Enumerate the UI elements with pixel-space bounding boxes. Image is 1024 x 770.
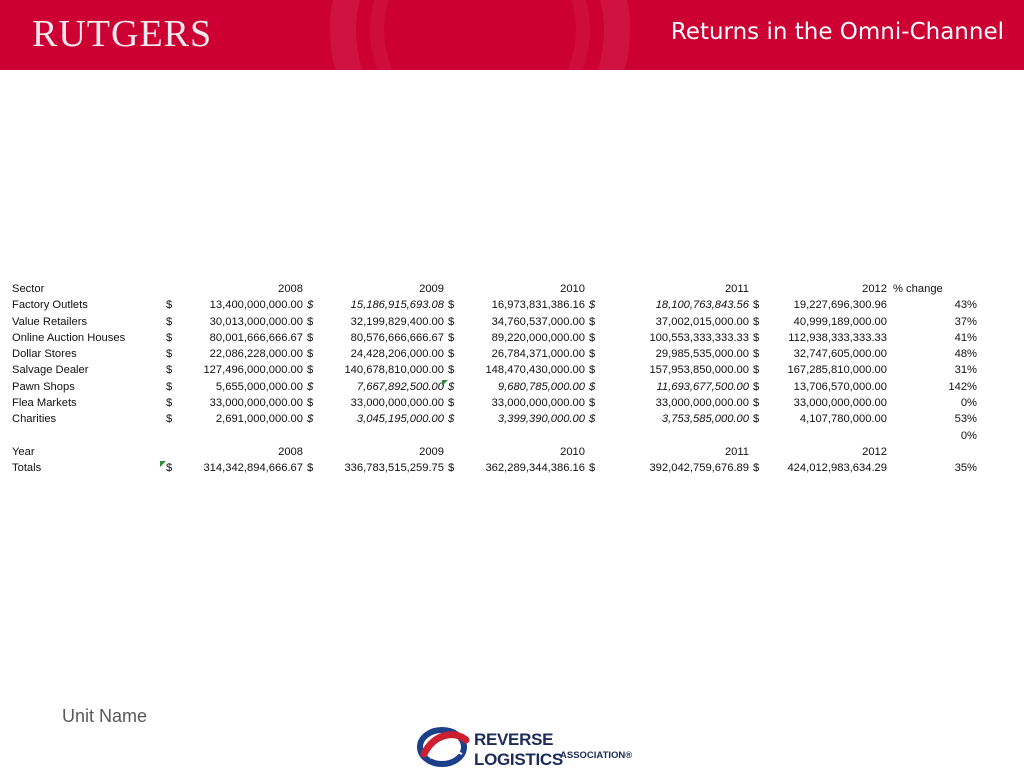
empty-cell (749, 444, 763, 460)
year-row (12, 444, 977, 460)
currency-symbol: $ (307, 462, 314, 475)
table-row (12, 411, 977, 427)
currency-cell (444, 281, 458, 297)
value-cell: 16,973,831,386.16 (491, 299, 585, 312)
value-cell: 30,013,000,000.00 (209, 315, 303, 328)
value-cell: 32,747,605,000.00 (793, 348, 887, 361)
currency-symbol: $ (307, 397, 314, 410)
sector-label: Factory Outlets (12, 299, 88, 312)
currency-symbol: $ (166, 348, 173, 361)
totals-row (12, 460, 977, 476)
empty-cell (317, 428, 444, 444)
slide-title: Returns in the Omni-Channel (670, 19, 1004, 45)
rla-logo-line2: ASSOCIATION® (560, 750, 633, 761)
seal-watermark-inner (370, 0, 590, 70)
value-cell: 4,107,780,000.00 (799, 413, 887, 426)
empty-cell (585, 428, 599, 444)
currency-symbol: $ (753, 331, 760, 344)
table-row (12, 379, 977, 395)
currency-symbol: $ (166, 331, 173, 344)
value-cell: 33,000,000,000.00 (350, 397, 444, 410)
currency-symbol: $ (753, 397, 760, 410)
year-cell: 2008 (278, 445, 303, 458)
total-value-cell: 362,289,344,386.16 (485, 462, 585, 475)
value-cell: 80,001,666,666.67 (209, 331, 303, 344)
currency-symbol: $ (753, 380, 760, 393)
currency-symbol: $ (307, 299, 314, 312)
currency-symbol: $ (753, 462, 760, 475)
currency-symbol: $ (448, 299, 455, 312)
pct-change-cell: 41% (954, 331, 977, 344)
empty-cell (458, 428, 585, 444)
table-header-row (12, 281, 977, 297)
table-row (12, 297, 977, 313)
currency-symbol: $ (448, 397, 455, 410)
column-header-year: 2012 (862, 283, 887, 295)
empty-cell (444, 428, 458, 444)
empty-cell (303, 428, 317, 444)
total-value-cell: 424,012,983,634.29 (787, 462, 887, 475)
value-cell: 9,680,785,000.00 (497, 380, 585, 393)
value-cell: 33,000,000,000.00 (655, 397, 749, 410)
pct-change-cell: 142% (948, 380, 977, 393)
currency-symbol: $ (448, 348, 455, 361)
value-cell: 13,706,570,000.00 (793, 380, 887, 393)
currency-symbol: $ (589, 462, 596, 475)
currency-cell (303, 281, 317, 297)
sector-returns-table (12, 281, 977, 477)
currency-symbol: $ (166, 364, 173, 377)
value-cell: 37,002,015,000.00 (655, 315, 749, 328)
empty-cell (749, 428, 763, 444)
year-cell: 2011 (724, 445, 749, 458)
empty-cell (162, 444, 176, 460)
column-header-year: 2008 (278, 283, 303, 295)
column-header-pct-change: % change (893, 283, 943, 295)
empty-cell (444, 444, 458, 460)
currency-symbol: $ (589, 364, 596, 377)
value-cell: 148,470,430,000.00 (485, 364, 585, 377)
table-row (12, 346, 977, 362)
empty-cell (887, 444, 977, 460)
currency-symbol: $ (589, 397, 596, 410)
currency-symbol: $ (307, 413, 314, 426)
sector-label: Flea Markets (12, 397, 77, 410)
value-cell: 15,186,915,693.08 (350, 299, 444, 312)
sector-label: Charities (12, 413, 57, 426)
pct-change-cell: 35% (954, 462, 977, 475)
value-cell: 26,784,371,000.00 (491, 348, 585, 361)
pct-change-cell: 37% (954, 315, 977, 328)
empty-cell (585, 444, 599, 460)
empty-cell (599, 428, 749, 444)
value-cell: 157,953,850,000.00 (649, 364, 749, 377)
sector-label: Value Retailers (12, 315, 88, 328)
value-cell: 24,428,206,000.00 (350, 348, 444, 361)
sector-label: Dollar Stores (12, 348, 77, 361)
totals-label: Totals (12, 462, 42, 475)
value-cell: 19,227,696,300.96 (793, 299, 887, 312)
empty-cell (12, 428, 162, 444)
currency-symbol: $ (162, 460, 176, 476)
currency-symbol: $ (307, 331, 314, 344)
value-cell: 18,100,763,843.56 (655, 299, 749, 312)
value-cell: 32,199,829,400.00 (350, 315, 444, 328)
currency-symbol: $ (307, 380, 314, 393)
currency-symbol: $ (589, 315, 596, 328)
currency-symbol: $ (166, 299, 173, 312)
currency-symbol: $ (753, 315, 760, 328)
column-header-year: 2011 (724, 283, 749, 295)
table-row (12, 314, 977, 330)
value-cell: 167,285,810,000.00 (787, 364, 887, 377)
pct-change-cell: 48% (954, 348, 977, 361)
value-cell: 3,045,195,000.00 (356, 413, 444, 426)
column-header-sector: Sector (12, 283, 45, 295)
year-cell: 2012 (862, 445, 887, 458)
sector-label: Online Auction Houses (12, 331, 126, 344)
value-cell: 34,760,537,000.00 (491, 315, 585, 328)
currency-cell (585, 281, 599, 297)
error-flag-icon (160, 461, 166, 467)
year-cell: 2010 (560, 445, 585, 458)
currency-cell (162, 281, 176, 297)
value-cell: 13,400,000,000.00 (209, 299, 303, 312)
value-cell: 33,000,000,000.00 (209, 397, 303, 410)
currency-symbol: $ (166, 397, 173, 410)
currency-symbol: $ (589, 299, 596, 312)
pct-change-cell: 0% (960, 397, 977, 410)
value-cell: 127,496,000,000.00 (203, 364, 303, 377)
value-cell: 140,678,810,000.00 (344, 364, 444, 377)
value-cell: 22,086,228,000.00 (209, 348, 303, 361)
unit-name: Unit Name (62, 706, 148, 726)
currency-symbol: $ (753, 413, 760, 426)
rla-logo-line1: REVERSE LOGISTICS (474, 730, 563, 769)
year-cell: 2009 (419, 445, 444, 458)
currency-symbol: $ (589, 380, 596, 393)
rutgers-logo: RUTGERS (32, 13, 213, 55)
table-row (12, 428, 977, 444)
currency-symbol: $ (166, 315, 173, 328)
value-cell: 33,000,000,000.00 (491, 397, 585, 410)
value-cell: 29,985,535,000.00 (655, 348, 749, 361)
currency-symbol: $ (307, 364, 314, 377)
error-flag-icon (442, 380, 448, 386)
currency-symbol: $ (448, 364, 455, 377)
table-row (12, 362, 977, 378)
pct-change-cell: 0% (960, 429, 977, 442)
currency-symbol: $ (753, 299, 760, 312)
currency-symbol: $ (307, 315, 314, 328)
value-cell: 2,691,000,000.00 (215, 413, 303, 426)
currency-symbol: $ (753, 348, 760, 361)
value-cell: 40,999,189,000.00 (793, 315, 887, 328)
total-value-cell: 314,342,894,666.67 (203, 462, 303, 475)
empty-cell (162, 428, 176, 444)
value-cell: 100,553,333,333.33 (649, 331, 749, 344)
value-cell: 33,000,000,000.00 (793, 397, 887, 410)
column-header-year: 2010 (560, 283, 585, 295)
value-cell: 112,938,333,333.33 (788, 331, 887, 344)
year-label: Year (12, 445, 35, 458)
rla-swirl-icon (416, 724, 472, 768)
empty-cell (303, 444, 317, 460)
value-cell: 80,576,666,666.67 (350, 331, 444, 344)
header-bar (0, 0, 1024, 70)
value-cell: 89,220,000,000.00 (491, 331, 585, 344)
currency-symbol: $ (448, 413, 455, 426)
pct-change-cell: 53% (954, 413, 977, 426)
pct-change-cell: 43% (954, 299, 977, 312)
currency-symbol: $ (166, 413, 173, 426)
currency-symbol: $ (589, 348, 596, 361)
currency-symbol: $ (166, 380, 173, 393)
empty-cell (176, 428, 303, 444)
value-cell: 5,655,000,000.00 (215, 380, 303, 393)
total-value-cell: 392,042,759,676.89 (649, 462, 749, 475)
reverse-logistics-association-logo (416, 724, 646, 768)
currency-symbol: $ (448, 315, 455, 328)
sector-label: Pawn Shops (12, 380, 75, 393)
sector-label: Salvage Dealer (12, 364, 89, 377)
table-row (12, 395, 977, 411)
value-cell: 3,753,585,000.00 (661, 413, 749, 426)
currency-symbol: $ (589, 413, 596, 426)
value-cell: 11,693,677,500.00 (656, 380, 749, 393)
currency-symbol: $ (307, 348, 314, 361)
currency-cell (749, 281, 763, 297)
pct-change-cell: 31% (954, 364, 977, 377)
currency-symbol: $ (444, 379, 458, 395)
value-cell: 7,667,892,500.00 (356, 380, 444, 393)
currency-symbol: $ (753, 364, 760, 377)
value-cell: 3,399,390,000.00 (497, 413, 585, 426)
currency-symbol: $ (448, 331, 455, 344)
total-value-cell: 336,783,515,259.75 (344, 462, 444, 475)
currency-symbol: $ (589, 331, 596, 344)
table-row (12, 330, 977, 346)
column-header-year: 2009 (419, 283, 444, 295)
currency-symbol: $ (448, 462, 455, 475)
empty-cell (763, 428, 887, 444)
